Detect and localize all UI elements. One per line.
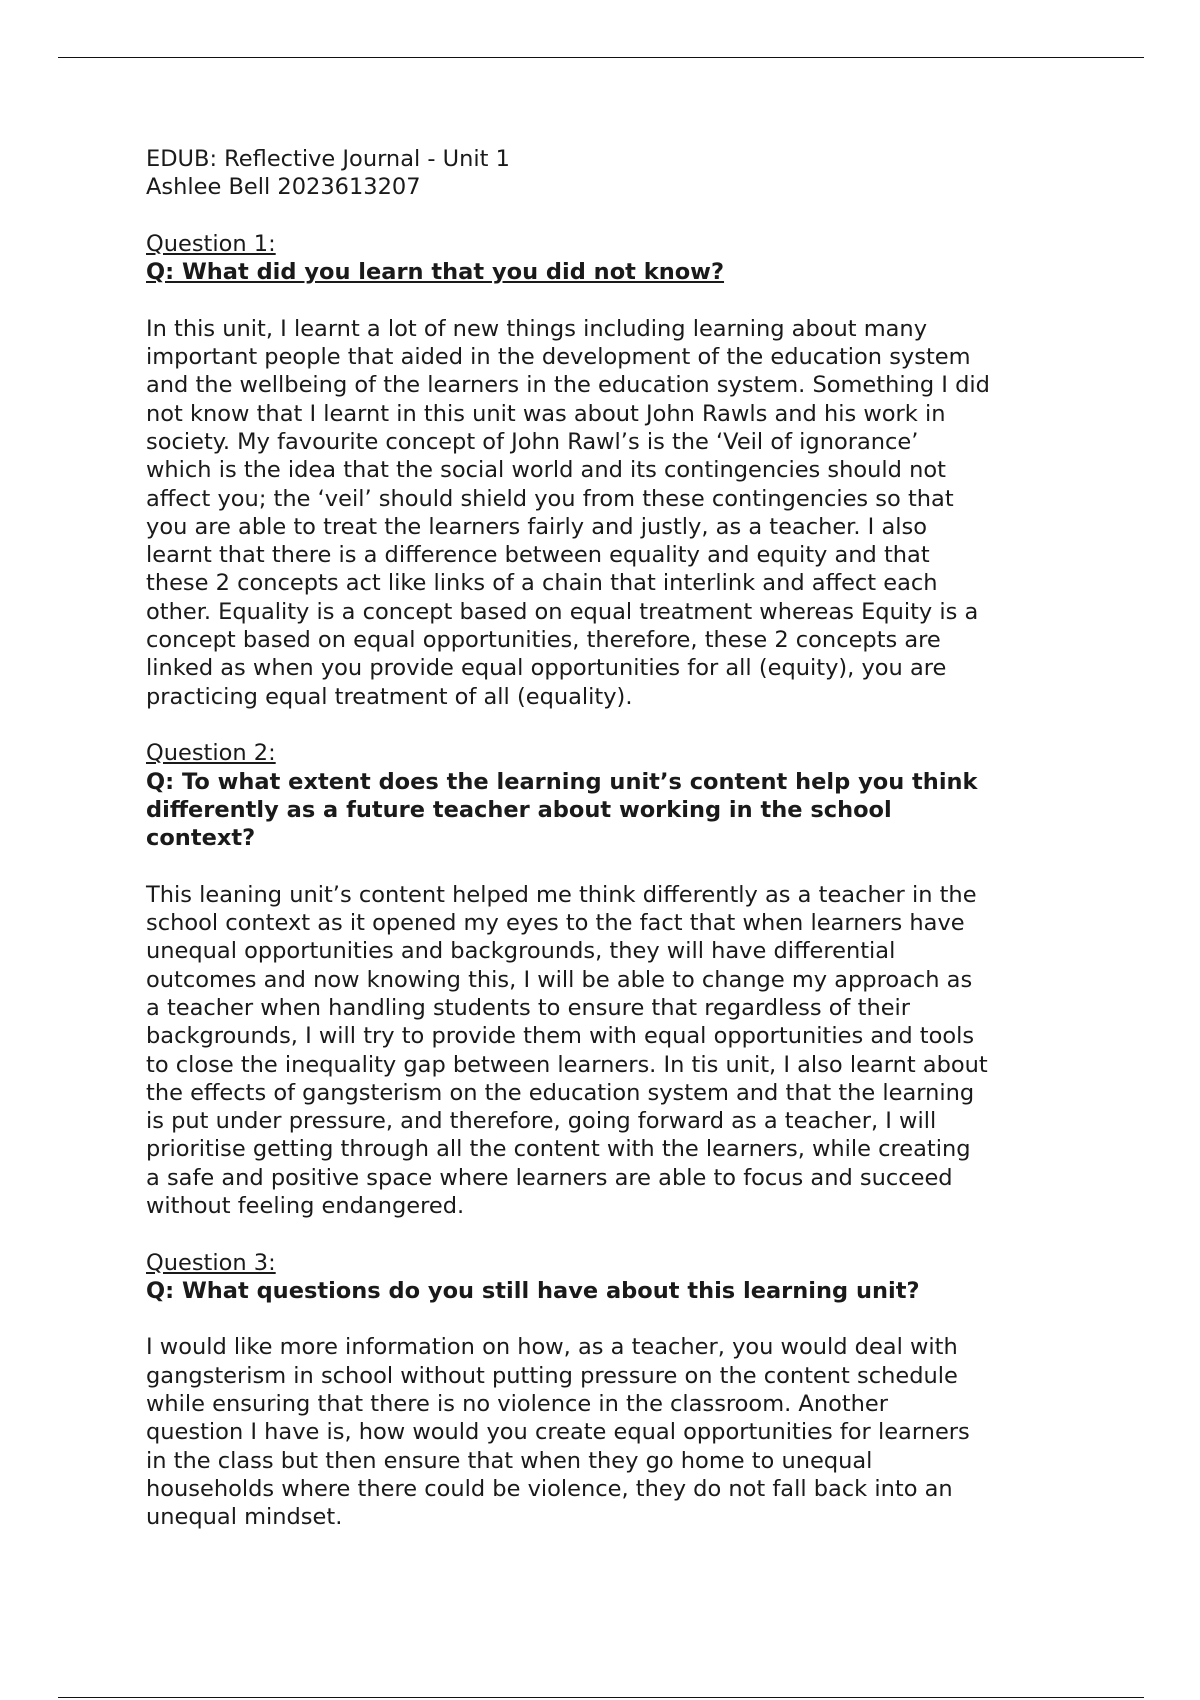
answer-line: unequal mindset. [146,1504,343,1531]
question-3-section [146,1249,1066,1532]
document-title [146,145,1066,202]
answer-line: concept based on equal opportunities, therefore, these 2 concepts are [146,627,941,654]
question-2-title: Q: To what extent does the learning unit’s content help you think [146,768,978,795]
question-3-answer [146,1333,1066,1531]
question-2-title: context? [146,825,256,852]
answer-line: you are able to treat the learners fairly and justly, as a teacher. I also [146,513,927,540]
answer-line: which is the idea that the social world and its contingencies should not [146,457,946,484]
question-2-label: Question 2: [146,740,276,767]
answer-line: backgrounds, I will try to provide them with equal opportunities and tools [146,1023,975,1050]
spacer [146,286,1066,314]
answer-line: school context as it opened my eyes to the fact that when learners have [146,910,965,937]
answer-line: a safe and positive space where learners are able to focus and succeed [146,1164,953,1191]
answer-line: linked as when you provide equal opportunities for all (equity), you are [146,655,947,682]
answer-line: while ensuring that there is no violence in the classroom. Another [146,1391,889,1418]
journal-document [146,145,1066,1532]
question-3-title: Q: What questions do you still have about this learning unit? [146,1277,920,1304]
spacer [146,711,1066,739]
answer-line: unequal opportunities and backgrounds, they will have differential [146,938,896,965]
answer-line: prioritise getting through all the content with the learners, while creating [146,1136,971,1163]
spacer [146,202,1066,230]
answer-line: In this unit, I learnt a lot of new things including learning about many [146,315,928,342]
spacer [146,852,1066,880]
question-1-section [146,230,1066,711]
question-1-title: Q: What did you learn that you did not know? [146,259,725,286]
answer-line: is put under pressure, and therefore, going forward as a teacher, I will [146,1108,937,1135]
answer-line: affect you; the ‘veil’ should shield you from these contingencies so that [146,485,954,512]
answer-line: these 2 concepts act like links of a chain that interlink and affect each [146,570,938,597]
bottom-divider [58,1697,1144,1698]
author-line: Ashlee Bell 2023613207 [146,174,421,201]
question-2-section [146,739,1066,1220]
answer-line: a teacher when handling students to ensure that regardless of their [146,994,911,1021]
top-divider [58,57,1144,58]
answer-line: and the wellbeing of the learners in the education system. Something I did [146,372,990,399]
spacer [146,1220,1066,1248]
question-2-answer [146,881,1066,1221]
spacer [146,1305,1066,1333]
answer-line: the effects of gangsterism on the education system and that the learning [146,1079,975,1106]
question-1-label: Question 1: [146,230,276,257]
answer-line: practicing equal treatment of all (equality). [146,683,633,710]
question-2-title: differently as a future teacher about working in the school [146,796,892,823]
answer-line: households where there could be violence, they do not fall back into an [146,1475,953,1502]
question-1-answer [146,315,1066,711]
answer-line: outcomes and now knowing this, I will be able to change my approach as [146,966,973,993]
answer-line: other. Equality is a concept based on equal treatment whereas Equity is a [146,598,979,625]
question-3-label: Question 3: [146,1249,276,1276]
answer-line: gangsterism in school without putting pressure on the content schedule [146,1362,958,1389]
answer-line: important people that aided in the development of the education system [146,344,971,371]
answer-line: to close the inequality gap between learners. In tis unit, I also learnt about [146,1051,988,1078]
answer-line: I would like more information on how, as a teacher, you would deal with [146,1334,958,1361]
answer-line: learnt that there is a difference between equality and equity and that [146,542,930,569]
answer-line: question I have is, how would you create equal opportunities for learners [146,1419,970,1446]
answer-line: without feeling endangered. [146,1192,465,1219]
answer-line: society. My favourite concept of John Rawl’s is the ‘Veil of ignorance’ [146,428,919,455]
answer-line: This leaning unit’s content helped me think differently as a teacher in the [146,881,977,908]
document-title-text: EDUB: Reflective Journal - Unit 1 [146,146,510,172]
answer-line: not know that I learnt in this unit was about John Rawls and his work in [146,400,946,427]
answer-line: in the class but then ensure that when they go home to unequal [146,1447,873,1474]
